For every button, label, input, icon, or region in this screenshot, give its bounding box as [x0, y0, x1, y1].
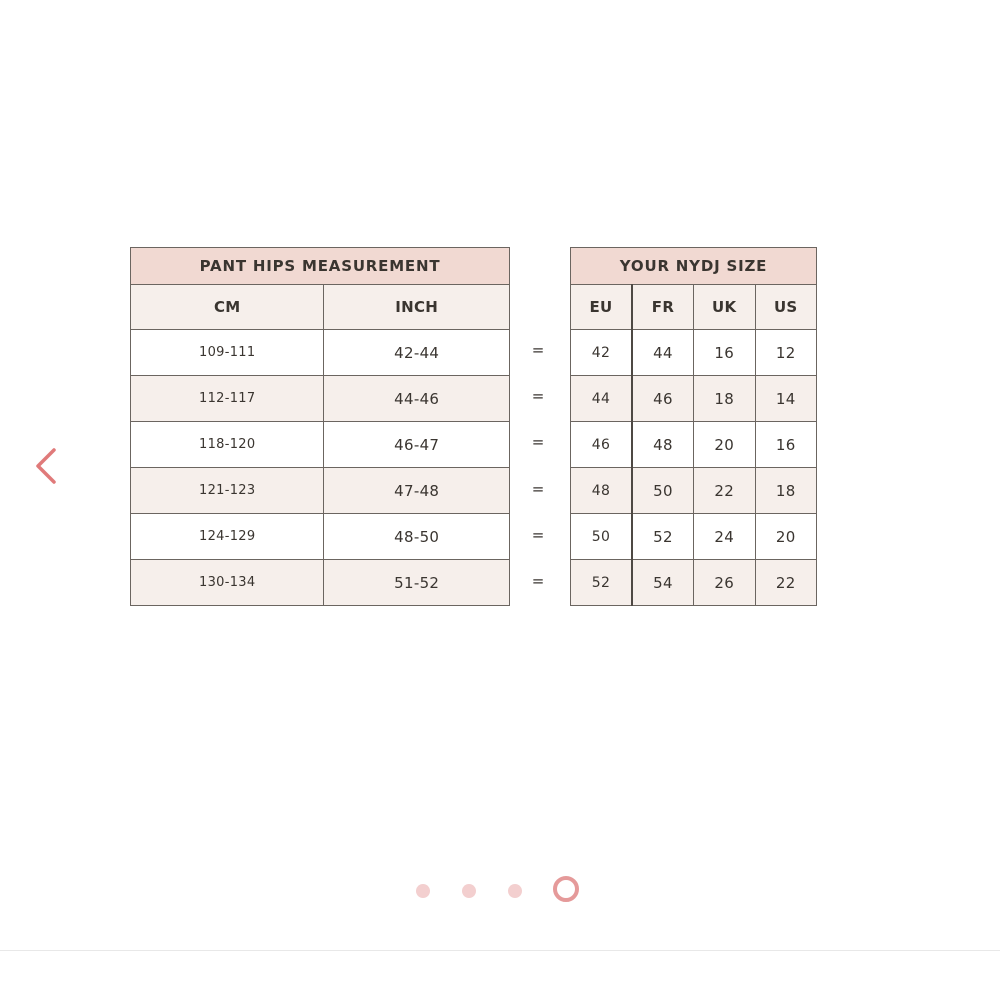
nydj-table-title: YOUR NYDJ SIZE	[571, 248, 817, 285]
equals-sign: =	[531, 433, 545, 451]
hips-table-title: PANT HIPS MEASUREMENT	[131, 248, 510, 285]
cm-cell: 118-120	[131, 422, 324, 468]
table-row	[571, 468, 817, 514]
table-row	[571, 376, 817, 422]
table-row	[131, 514, 510, 560]
eu-cell: 44	[571, 376, 633, 422]
equals-sign: =	[531, 480, 545, 498]
column-header-inch: INCH	[324, 285, 510, 330]
uk-cell: 22	[694, 468, 756, 514]
carousel-dot-1[interactable]	[416, 884, 430, 898]
nydj-size-table	[570, 247, 817, 606]
carousel-dot-3[interactable]	[508, 884, 522, 898]
uk-cell: 18	[694, 376, 756, 422]
column-header-cm: CM	[131, 285, 324, 330]
eu-cell: 52	[571, 560, 633, 606]
us-cell: 22	[755, 560, 817, 606]
inch-cell: 47-48	[324, 468, 510, 514]
column-header-us: US	[755, 285, 817, 330]
cm-cell: 124-129	[131, 514, 324, 560]
table-row	[571, 560, 817, 606]
equals-sign: =	[531, 387, 545, 405]
table-row	[571, 514, 817, 560]
column-header-eu: EU	[571, 285, 633, 330]
column-header-uk: UK	[694, 285, 756, 330]
fr-cell: 44	[632, 330, 694, 376]
cm-cell: 121-123	[131, 468, 324, 514]
fr-cell: 46	[632, 376, 694, 422]
pant-hips-measurement-table	[130, 247, 510, 606]
inch-cell: 44-46	[324, 376, 510, 422]
eu-cell: 46	[571, 422, 633, 468]
table-row	[131, 468, 510, 514]
chevron-left-icon	[28, 444, 68, 488]
inch-cell: 46-47	[324, 422, 510, 468]
table-row	[131, 560, 510, 606]
eu-cell: 48	[571, 468, 633, 514]
us-cell: 14	[755, 376, 817, 422]
fr-cell: 54	[632, 560, 694, 606]
table-row	[131, 376, 510, 422]
carousel-pagination	[410, 874, 590, 910]
uk-cell: 20	[694, 422, 756, 468]
eu-cell: 50	[571, 514, 633, 560]
us-cell: 16	[755, 422, 817, 468]
fr-cell: 50	[632, 468, 694, 514]
fr-cell: 52	[632, 514, 694, 560]
equals-sign: =	[531, 526, 545, 544]
equals-sign: =	[531, 341, 545, 359]
cm-cell: 109-111	[131, 330, 324, 376]
carousel-dot-4-active[interactable]	[553, 876, 579, 902]
inch-cell: 42-44	[324, 330, 510, 376]
inch-cell: 48-50	[324, 514, 510, 560]
carousel-prev-button[interactable]	[28, 444, 68, 488]
table-row	[571, 422, 817, 468]
cm-cell: 112-117	[131, 376, 324, 422]
column-header-fr: FR	[632, 285, 694, 330]
table-row	[571, 330, 817, 376]
inch-cell: 51-52	[324, 560, 510, 606]
table-row	[131, 422, 510, 468]
uk-cell: 26	[694, 560, 756, 606]
fr-cell: 48	[632, 422, 694, 468]
table-row	[131, 330, 510, 376]
carousel-dot-2[interactable]	[462, 884, 476, 898]
eu-cell: 42	[571, 330, 633, 376]
uk-cell: 24	[694, 514, 756, 560]
equals-sign: =	[531, 572, 545, 590]
uk-cell: 16	[694, 330, 756, 376]
us-cell: 20	[755, 514, 817, 560]
us-cell: 12	[755, 330, 817, 376]
cm-cell: 130-134	[131, 560, 324, 606]
bottom-divider	[0, 950, 1000, 951]
us-cell: 18	[755, 468, 817, 514]
